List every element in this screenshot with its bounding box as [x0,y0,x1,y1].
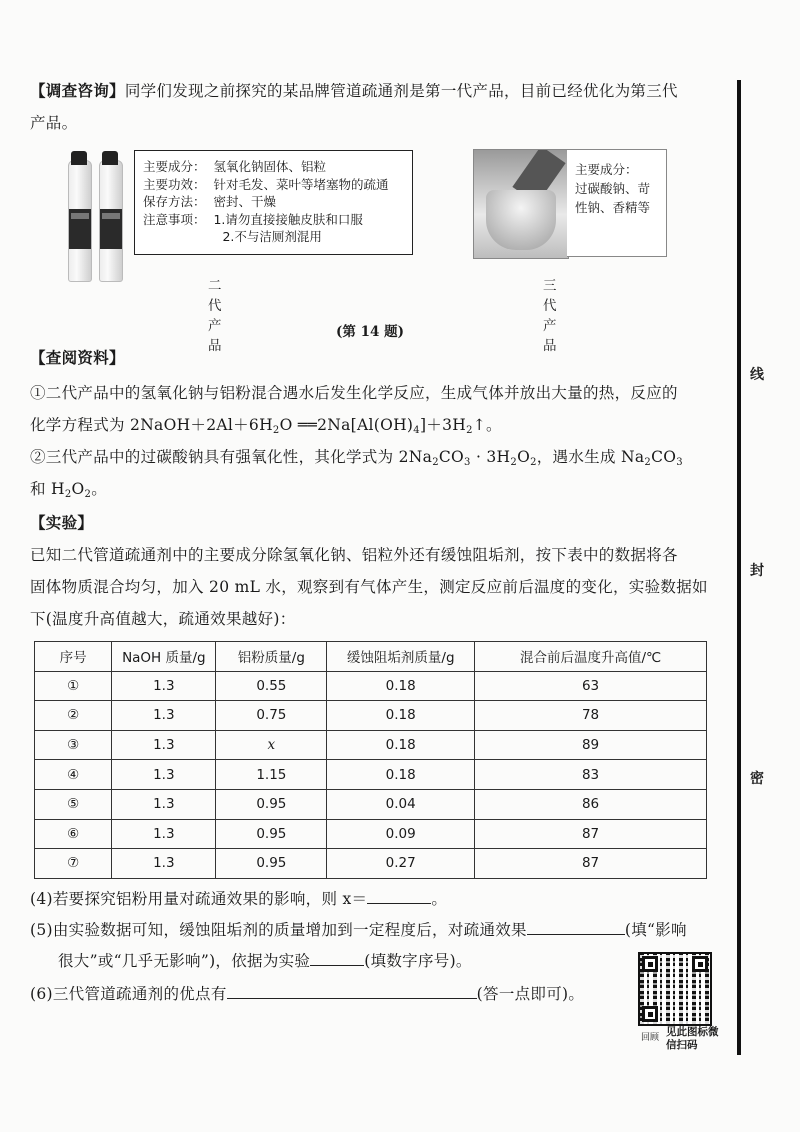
table-header: 铝粉质量/g [216,642,327,672]
table-cell: 1.3 [112,671,216,701]
question-5: (5)由实验数据可知，缓蚀阻垢剂的质量增加到一定程度后，对疏通效果 (填“影响 [30,915,720,945]
qr-code[interactable] [638,952,712,1026]
table-cell: 0.27 [327,849,475,879]
table-cell: ② [35,701,112,731]
experiment-line1: 已知二代管道疏通剂中的主要成分除氢氧化钠、铝粒外还有缓蚀阻垢剂，按下表中的数据将各 [30,546,678,564]
table-cell: 0.55 [216,671,327,701]
table-cell: 86 [475,789,707,819]
intro-line1: 同学们发现之前探究的某品牌管道疏通剂是第一代产品，目前已经优化为第三代 [124,82,678,100]
answer-blank[interactable] [227,982,477,999]
product2-caption: 二代产品 [208,278,222,354]
table-cell: 0.75 [216,701,327,731]
table-cell: ⑥ [35,819,112,849]
info-row: 主要成分： 氢氧化钠固体、铝粒 [143,159,326,174]
table-cell: 0.95 [216,789,327,819]
table-cell: 0.18 [327,701,475,731]
table-cell: ① [35,671,112,701]
product3-info-box [567,149,667,257]
qr-caption: 见此图标微信扫码 [666,1026,719,1051]
info-row: 主要功效： 针对毛发、菜叶等堵塞物的疏通 [143,176,389,192]
ref-p1-equation: 化学方程式为 $2NaOH+2Al+6H_2O$ $══2Na[Al(OH)_4]+3H_2↑$。 [30,416,502,436]
table-header-row [35,642,707,672]
answer-blank[interactable] [310,949,364,966]
table-cell: 1.3 [112,819,216,849]
margin-label-middle: 封 [750,563,764,579]
table-row [35,760,707,790]
table-cell: 0.95 [216,849,327,879]
bottle-image [99,160,123,282]
table-row [35,701,707,731]
table-cell: 1.3 [112,849,216,879]
table-cell: 0.95 [216,819,327,849]
info-row: 过碳酸钠、苛 [575,181,651,196]
margin-label-bottom: 密 [750,771,764,787]
table-cell: 1.3 [112,760,216,790]
figure-label: (第 14 题) [336,324,404,340]
table-cell: 1.3 [112,701,216,731]
table-cell: 1.3 [112,789,216,819]
question-4: (4)若要探究铝粉用量对疏通效果的影响，则 x＝ 。 [30,884,720,914]
experiment-table [34,641,707,879]
table-cell: 87 [475,819,707,849]
table-cell: 63 [475,671,707,701]
table-cell: x [216,730,327,760]
info-row: 保存方法： 密封、干燥 [143,194,276,209]
table-cell: ⑤ [35,789,112,819]
table-cell: 78 [475,701,707,731]
experiment-line3: 下(温度升高值越大，疏通效果越好)： [30,610,296,628]
table-row [35,730,707,760]
table-row [35,819,707,849]
answer-blank[interactable] [367,887,431,904]
experiment-line2: 固体物质混合均匀，加入 20 mL 水，观察到有气体产生，测定反应前后温度的变化，实验数据如 [30,578,708,596]
experiment-tag: 【实验】 [30,513,94,532]
ref-tag: 【查阅资料】 [30,348,125,367]
intro-tag: 【调查咨询】 [30,81,125,100]
table-cell: ④ [35,760,112,790]
table-cell: 83 [475,760,707,790]
table-cell: 87 [475,849,707,879]
info-row: 性钠、香精等 [575,200,651,215]
table-header: NaOH 质量/g [112,642,216,672]
drain-photo [473,149,569,259]
table-cell: ⑦ [35,849,112,879]
table-cell: 0.18 [327,671,475,701]
table-header: 混合前后温度升高值/℃ [475,642,707,672]
table-row [35,849,707,879]
ref-p2-line1: ②三代产品中的过碳酸钠具有强氧化性，其化学式为 $2Na_2CO_3 \cdot 3H_2O_2$，遇水生成 $Na_2CO_3$ [30,448,683,468]
table-cell: 1.3 [112,730,216,760]
table-row [35,671,707,701]
table-cell: 0.04 [327,789,475,819]
question-6: (6)三代管道疏通剂的优点有 (答一点即可)。 [30,979,630,1009]
bottle-image [68,160,92,282]
table-header: 缓蚀阻垢剂质量/g [327,642,475,672]
ref-p1-line1: ①二代产品中的氢氧化钠与铝粉混合遇水后发生化学反应，生成气体并放出大量的热，反应的 [30,384,678,402]
info-row: 注意事项： 1.请勿直接接触皮肤和口服 [143,211,363,227]
table-cell: 0.09 [327,819,475,849]
info-row: 2.不与洁厕剂混用 [143,229,322,244]
margin-label-top: 线 [750,367,764,383]
intro-line2: 产品。 [30,114,78,132]
binding-line [737,80,741,1055]
table-cell: 0.18 [327,760,475,790]
product3-caption: 三代产品 [543,278,557,354]
table-cell: 89 [475,730,707,760]
table-header: 序号 [35,642,112,672]
question-5-line2: 很大”或“几乎无影响”)，依据为实验 (填数字序号)。 [58,946,618,976]
table-row [35,789,707,819]
table-cell: 0.18 [327,730,475,760]
info-row: 主要成分： [575,162,638,177]
qr-logo: 回顾 [641,1033,660,1043]
answer-blank[interactable] [527,918,625,935]
table-cell: 1.15 [216,760,327,790]
ref-p2-line2: 和 $H_2O_2$。 [30,480,108,500]
product2-info-box [134,150,413,255]
table-cell: ③ [35,730,112,760]
intro-paragraph [30,76,720,106]
